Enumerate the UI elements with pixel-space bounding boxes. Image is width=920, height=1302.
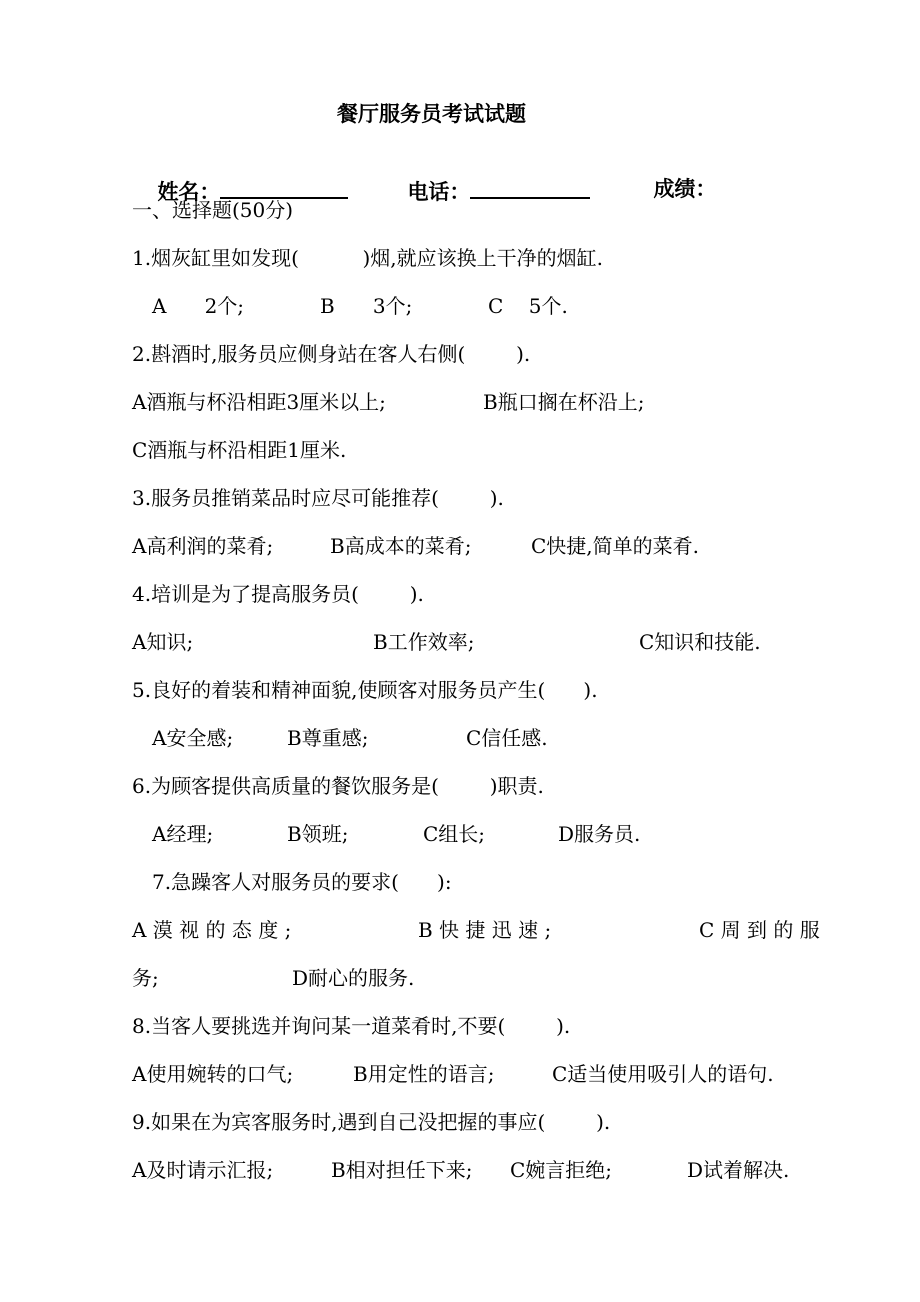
option-c-continued: 务; — [132, 966, 159, 990]
option-a[interactable]: A经理; — [152, 822, 214, 846]
option-c[interactable]: C信任感. — [466, 726, 548, 750]
option-a[interactable]: A安全感; — [152, 726, 234, 750]
phone-blank[interactable] — [470, 175, 590, 199]
option-b[interactable]: B领班; — [287, 822, 349, 846]
question-stem: 7.急躁客人对服务员的要求( ): — [152, 870, 452, 894]
phone-label: 电话： — [407, 180, 471, 204]
option-d[interactable]: D试着解决. — [687, 1158, 790, 1182]
option-c[interactable]: C 周 到 的 服 — [699, 918, 820, 942]
option-c[interactable]: C适当使用吸引人的语句. — [552, 1062, 774, 1086]
option-a[interactable]: A 漠 视 的 态 度 ; — [132, 918, 292, 942]
option-b[interactable]: B相对担任下来; — [331, 1158, 473, 1182]
option-b[interactable]: B高成本的菜肴; — [330, 534, 472, 558]
question-stem: 6.为顾客提供高质量的餐饮服务是( )职责. — [132, 774, 544, 798]
option-a[interactable]: A及时请示汇报; — [132, 1158, 274, 1182]
score-field — [628, 147, 716, 231]
question-stem: 1.烟灰缸里如发现( )烟,就应该换上干净的烟缸. — [132, 246, 603, 270]
question-stem: 8.当客人要挑选并询问某一道菜肴时,不要( ). — [132, 1014, 571, 1038]
option-b[interactable]: B 快 捷 迅 速 ; — [418, 918, 552, 942]
option-c[interactable]: C 5个. — [488, 294, 568, 318]
option-b[interactable]: B 3个; — [320, 294, 413, 318]
exam-title: 餐厅服务员考试试题 — [337, 102, 526, 126]
option-c[interactable]: C快捷,简单的菜肴. — [531, 534, 700, 558]
option-b[interactable]: B工作效率; — [373, 630, 475, 654]
option-a[interactable]: A高利润的菜肴; — [132, 534, 274, 558]
score-label: 成绩： — [653, 177, 717, 201]
question-stem: 4.培训是为了提高服务员( ). — [132, 582, 424, 606]
option-b[interactable]: B瓶口搁在杯沿上; — [483, 390, 645, 414]
question-stem: 2.斟酒时,服务员应侧身站在客人右侧( ). — [132, 342, 531, 366]
option-c[interactable]: C酒瓶与杯沿相距1厘米. — [132, 438, 347, 462]
option-c[interactable]: C知识和技能. — [639, 630, 761, 654]
question-stem: 3.服务员推销菜品时应尽可能推荐( ). — [132, 486, 504, 510]
question-stem: 9.如果在为宾客服务时,遇到自己没把握的事应( ). — [132, 1110, 611, 1134]
option-a[interactable]: A 2个; — [152, 294, 245, 318]
option-b[interactable]: B用定性的语言; — [353, 1062, 495, 1086]
option-a[interactable]: A知识; — [132, 630, 194, 654]
name-label: 姓名： — [157, 180, 221, 204]
section-heading: 一、选择题(50分) — [132, 198, 294, 222]
option-b[interactable]: B尊重感; — [287, 726, 369, 750]
option-a[interactable]: A使用婉转的口气; — [132, 1062, 294, 1086]
option-d[interactable]: D耐心的服务. — [292, 966, 415, 990]
option-d[interactable]: D服务员. — [558, 822, 641, 846]
phone-field — [382, 147, 590, 234]
option-c[interactable]: C婉言拒绝; — [510, 1158, 613, 1182]
option-a[interactable]: A酒瓶与杯沿相距3厘米以上; — [132, 390, 386, 414]
question-stem: 5.良好的着装和精神面貌,使顾客对服务员产生( ). — [132, 678, 598, 702]
option-c[interactable]: C组长; — [423, 822, 486, 846]
